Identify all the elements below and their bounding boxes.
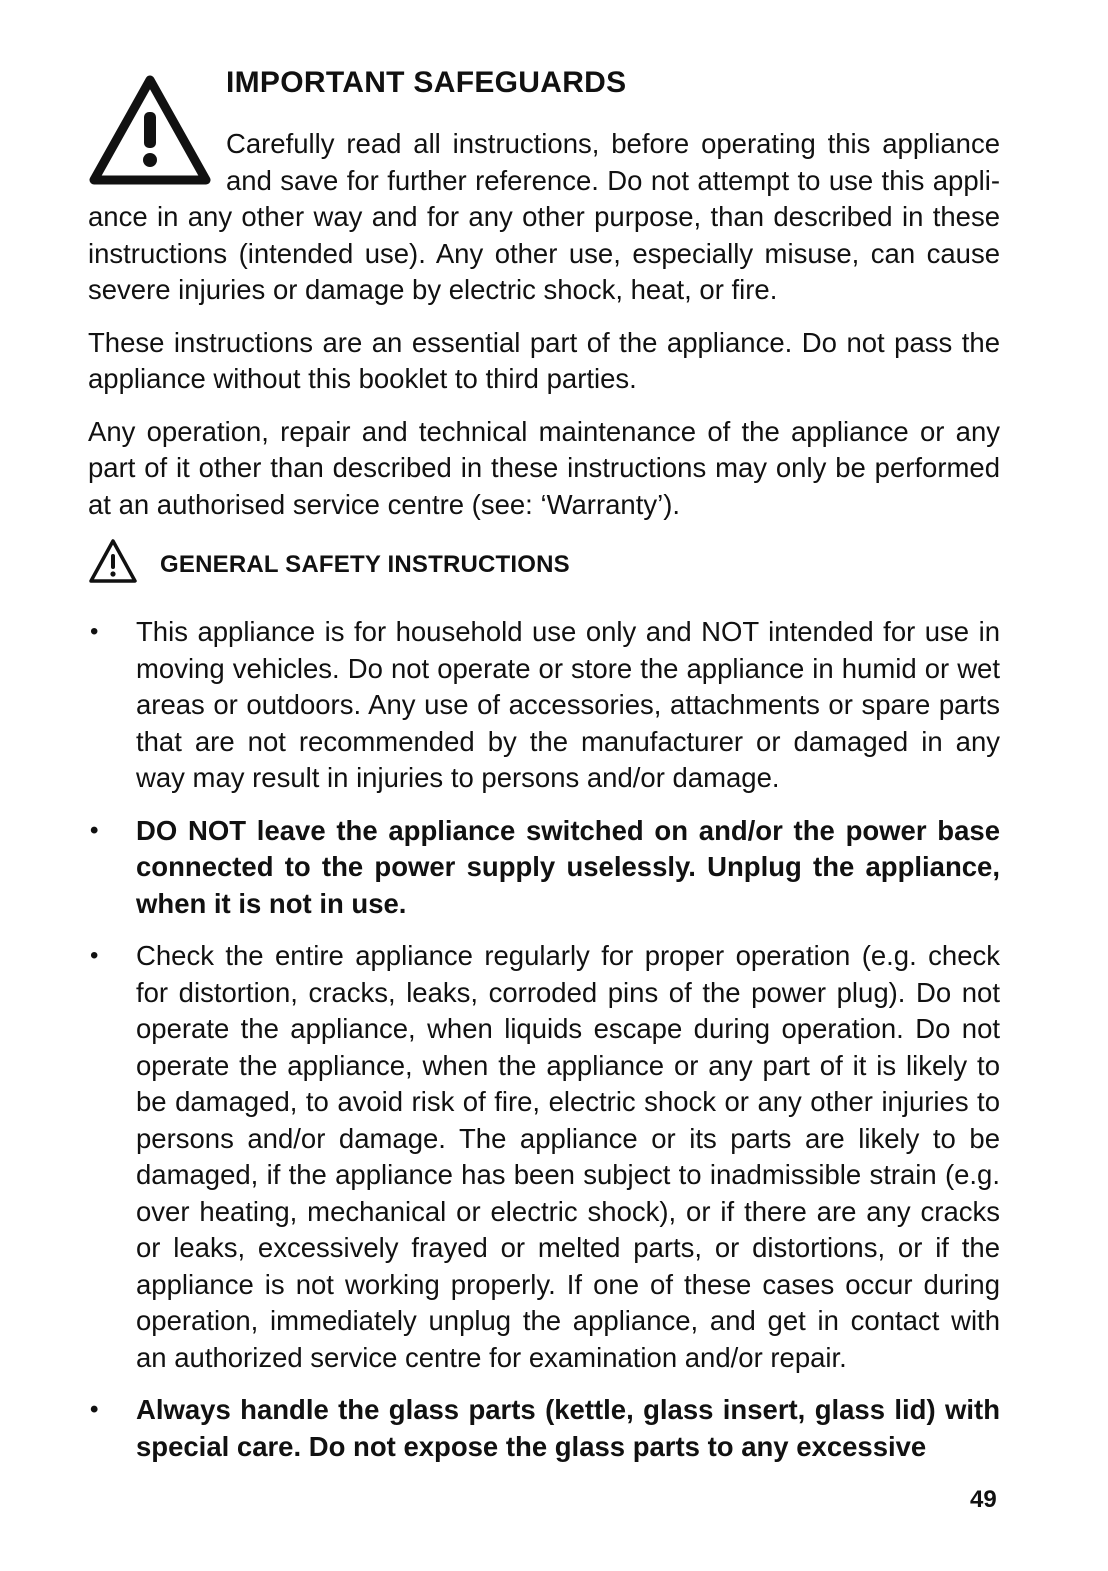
safety-instructions-list	[88, 614, 1000, 1481]
warning-triangle-small-icon	[88, 538, 138, 584]
list-item-text: DO NOT leave the appliance switched on and/or the power base connected to the power supply uselessly. Unplug the appliance, when it is not in use.	[136, 814, 1000, 919]
intro-paragraph-3: Any operation, repair and technical maintenance of the appliance or any part of it other than described in these instructions may only be performed at an authorised service centre (see: ‘Warranty’).	[88, 415, 1000, 520]
list-item-text: Always handle the glass parts (kettle, glass insert, glass lid) with special care. Do not expose the glass parts to any excessive	[136, 1394, 1000, 1462]
page-title: IMPORTANT SAFEGUARDS	[226, 66, 627, 99]
section-heading	[88, 538, 570, 584]
intro-paragraph-2-start: These instructions are an essential part of the appliance.	[88, 326, 802, 358]
intro-paragraph-2	[88, 325, 1000, 398]
intro-paragraph-1: Carefully read all instructions, before operating this appliance and save for further reference. Do not attempt to use this appli-ance in any other way and for any other purpose, than described in these instructions (intended use). Any other use, especially misuse, can cause severe injuries or damage by electric shock, heat, or fire.	[88, 128, 1000, 305]
list-item	[88, 938, 1000, 1376]
bullet-marker: •	[90, 942, 99, 969]
list-item	[88, 614, 1000, 797]
list-item	[88, 1392, 1000, 1465]
list-item-text: Check the entire appliance regularly for proper operation (e.g. check for distortion, cracks, leaks, corroded pins of the power plug). Do not operate the appliance, when liquids escape during operation. Do not operate the appliance, when the appliance or any part of it is likely to be damaged, to avoid risk of fire, electric shock or any other injuries to persons and/or damage. The appliance or its parts are likely to be damaged, if the appliance has been subject to inadmissible strain (e.g. over heating, mechanical or electric shock), or if there are any cracks or leaks, excessively frayed or melted parts, or distortions, or if the appliance is not working properly. If one of these cases occur during operation, immediately unplug the appliance, and get in contact with an authorized service centre for examination and/or repair.	[136, 940, 1000, 1373]
intro-paragraph-2-emphasis: Do not	[801, 326, 885, 358]
bullet-marker: •	[90, 816, 99, 844]
list-item	[88, 813, 1000, 923]
bullet-marker: •	[90, 618, 99, 645]
intro-paragraph-2-end: pass the appliance without this booklet to third parties.	[88, 326, 1000, 394]
intro-text	[88, 126, 1000, 539]
bullet-marker: •	[90, 1396, 99, 1423]
page-number: 49	[970, 1486, 997, 1513]
section-title: GENERAL SAFETY INSTRUCTIONS	[160, 551, 570, 578]
list-item-text: This appliance is for household use only and NOT intended for use in moving vehicles. Do not operate or store the appliance in humid or wet areas or outdoors. Any use of accessories, attachments or spare parts that are not recommended by the manufacturer or damaged in any way may result in injuries to persons and/or damage.	[136, 616, 1000, 793]
